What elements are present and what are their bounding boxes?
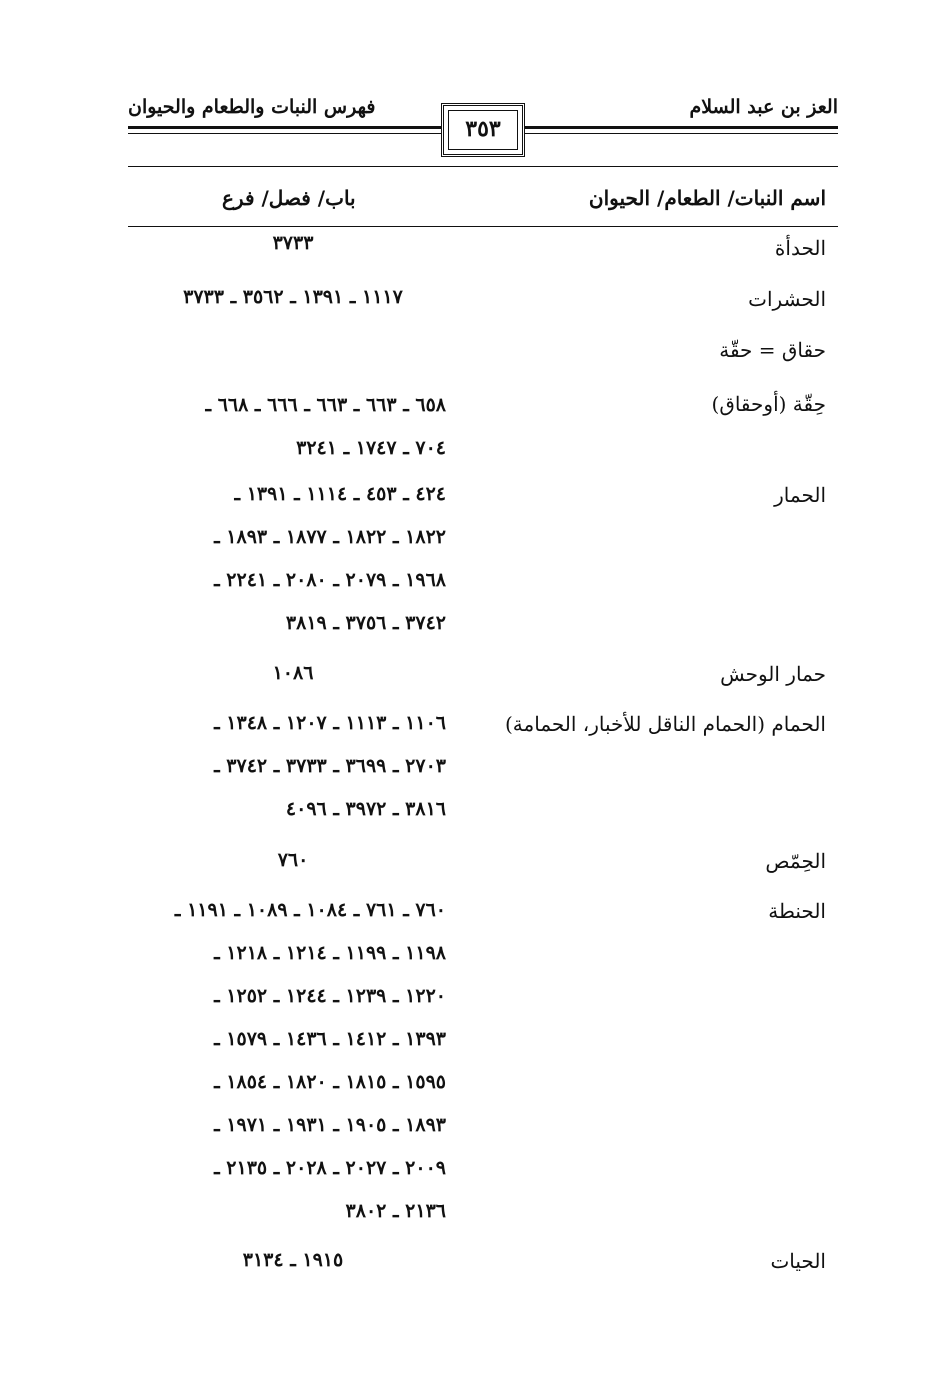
column-header-reference: باب/ فصل/ فرع (222, 186, 356, 210)
entry-name: الحشرات (748, 287, 826, 311)
entry-name: الحمام (الحمام الناقل للأخبار، الحمامة) (504, 712, 826, 736)
entry-references: ٢٧٠٣ ـ ٣٦٩٩ ـ ٣٧٣٣ ـ ٣٧٤٢ ـ (214, 755, 446, 777)
entry-name: حقاق = حقّة (719, 338, 826, 362)
entry-references: ١٣٩٣ ـ ١٤١٢ ـ ١٤٣٦ ـ ١٥٧٩ ـ (214, 1028, 446, 1050)
entry-references: ٧٠٤ ـ ١٧٤٧ ـ ٣٢٤١ (296, 437, 446, 459)
entry-references: ١٩٦٨ ـ ٢٠٧٩ ـ ٢٠٨٠ ـ ٢٢٤١ ـ (214, 569, 446, 591)
entry-references: ١٥٩٥ ـ ١٨١٥ ـ ١٨٢٠ ـ ١٨٥٤ ـ (214, 1071, 446, 1093)
entry-name: الحيات (770, 1249, 826, 1273)
entry-references: ٤٢٤ ـ ٤٥٣ ـ ١١١٤ ـ ١٣٩١ ـ (234, 483, 446, 505)
entry-references: ٦٥٨ ـ ٦٦٣ ـ ٦٦٣ ـ ٦٦٦ ـ ٦٦٨ ـ (205, 394, 446, 416)
entry-references: ٢١٣٦ ـ ٣٨٠٢ (345, 1200, 446, 1222)
entry-references: ١٠٨٦ (272, 662, 314, 684)
entry-name: الحدأة (774, 236, 826, 260)
entry-references: ٣٧٤٢ ـ ٣٧٥٦ ـ ٣٨١٩ (285, 612, 446, 634)
entry-name: الحنطة (768, 899, 826, 923)
entry-references: ٣٧٣٣ (272, 232, 314, 254)
header-rule-bottom (128, 166, 838, 167)
entry-references: ١١١٧ ـ ١٣٩١ ـ ٣٥٦٢ ـ ٣٧٣٣ (183, 286, 403, 308)
entry-name: الحِمّص (765, 849, 826, 873)
entry-name: حِقّة (أوحقاق) (711, 392, 826, 416)
entry-name: الحمار (774, 483, 826, 507)
page-number-frame (441, 103, 525, 157)
entry-references: ٧٦٠ (277, 849, 309, 871)
running-header-section: فهرس النبات والطعام والحيوان (128, 96, 376, 118)
entry-references: ١١٠٦ ـ ١١١٣ ـ ١٢٠٧ ـ ١٣٤٨ ـ (214, 712, 446, 734)
entry-references: ١٨٢٢ ـ ١٨٢٢ ـ ١٨٧٧ ـ ١٨٩٣ ـ (214, 526, 446, 548)
entry-references: ١٩١٥ ـ ٣١٣٤ (242, 1249, 344, 1271)
column-header-rule (128, 226, 838, 227)
entry-references: ٣٨١٦ ـ ٣٩٧٢ ـ ٤٠٩٦ (285, 798, 446, 820)
page-number: ٣٥٣ (465, 116, 501, 142)
entry-references: ١٢٢٠ ـ ١٢٣٩ ـ ١٢٤٤ ـ ١٢٥٢ ـ (214, 985, 446, 1007)
running-header-author: العز بن عبد السلام (689, 96, 838, 118)
entry-name: حمار الوحش (720, 662, 826, 686)
entry-references: ١٨٩٣ ـ ١٩٠٥ ـ ١٩٣١ ـ ١٩٧١ ـ (214, 1114, 446, 1136)
entry-references: ٢٠٠٩ ـ ٢٠٢٧ ـ ٢٠٢٨ ـ ٢١٣٥ ـ (214, 1157, 446, 1179)
column-header-name: اسم النبات/ الطعام/ الحيوان (588, 186, 826, 210)
entry-references: ٧٦٠ ـ ٧٦١ ـ ١٠٨٤ ـ ١٠٨٩ ـ ١١٩١ ـ (174, 899, 446, 921)
entry-references: ١١٩٨ ـ ١١٩٩ ـ ١٢١٤ ـ ١٢١٨ ـ (214, 942, 446, 964)
